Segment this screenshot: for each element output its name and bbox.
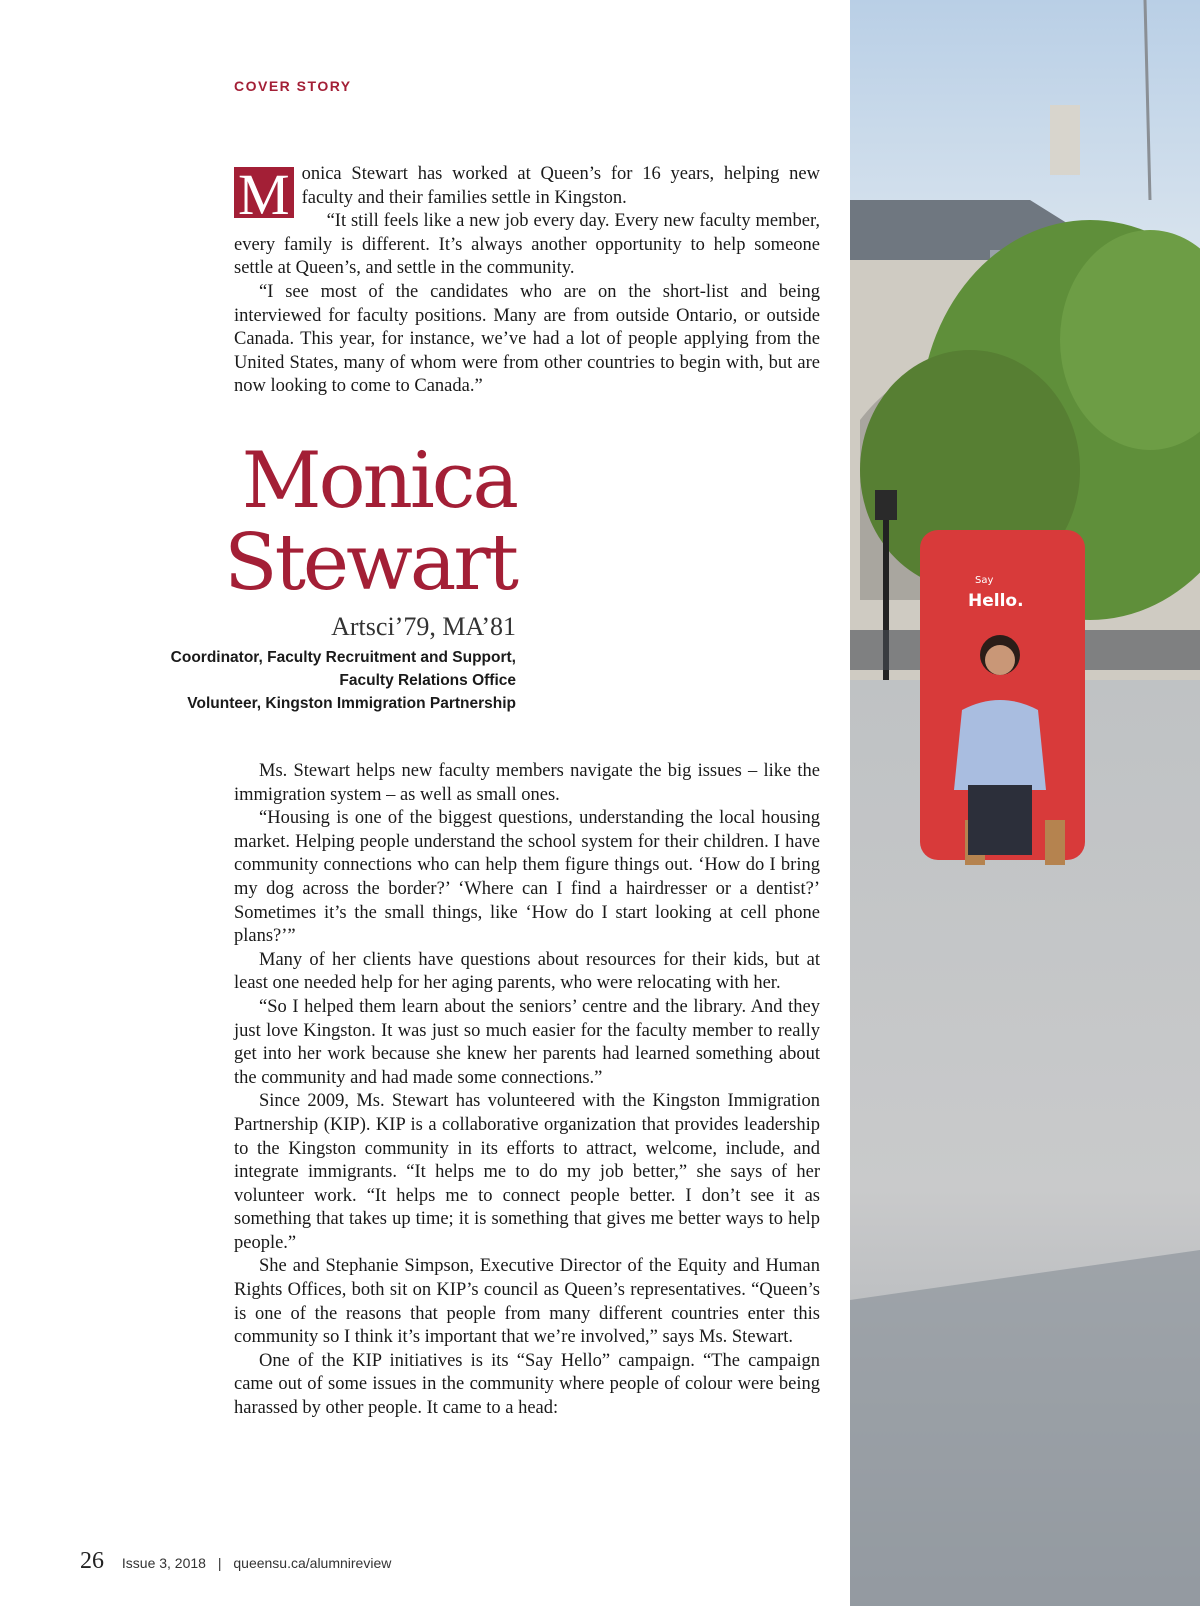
drop-cap: M [234,167,294,218]
body-paragraph: She and Stephanie Simpson, Executive Director of the Equity and Human Rights Offices, both sit on KIP’s council as Queen’s representatives. “Queen’s is one of the reasons that people from many different countries enter this community so I think it’s important that we’re involved,” says Ms. Stewart. [234,1256,820,1348]
sign-hello-text: Hello. [968,591,1024,611]
profile-role: Faculty Relations Office [339,672,516,689]
page-footer [80,1548,391,1575]
intro-paragraph-text: onica Stewart has worked at Queen’s for 16 years, helping new faculty and their families settle in Kingston. [301,164,820,208]
intro-paragraph: “It still feels like a new job every day. Every new faculty member, every family is different. It’s always another opportunity to help someone settle at Queen’s, and settle in the community. [234,211,820,279]
footer-url: queensu.ca/alumnireview [233,1555,392,1571]
body-paragraph: “So I helped them learn about the seniors’ centre and the library. And they just love Kingston. It was just so much easier for the faculty member to really get into her work because she knew her parents had learned something about the community and had made some connections.” [234,996,820,1088]
sign-small-text: Say [975,575,994,586]
page-number: 26 [80,1548,104,1574]
profile-degrees: Artsci’79, MA’81 [331,612,516,641]
body-paragraph: “Housing is one of the biggest questions, understanding the local housing market. Helping people understand the school system for their children. I have community connections who can help them figure things out. ‘How do I bring my dog across the border?’ ‘Where can I find a hairdresser or a dentist?’ Sometimes it’s the small things, like ‘How do I start looking at cell phone plans?’” [234,808,820,947]
profile-last-name: Stewart [224,518,516,608]
lamp-head [875,490,897,520]
intro-paragraph [234,162,820,227]
sign-leg [1045,820,1065,865]
chimney [1050,105,1080,175]
profile-roles [110,646,516,715]
shadow [850,1250,1200,1606]
person-face [985,645,1015,675]
profile-role: Volunteer, Kingston Immigration Partnership [187,695,516,712]
body-paragraph: Since 2009, Ms. Stewart has volunteered with the Kingston Immigration Partnership (KIP). KIP is a collaborative organization that provides leadership to the Kingston community in its efforts to attract, welcome, include, and integrate immigrants. “It helps me to do my job better,” she says of her volunteer work. “It helps me to connect people better. I don’t see it as something that takes up time; it is something that gives me better ways to help people.” [234,1091,820,1253]
profile-role: Coordinator, Faculty Recruitment and Support, [170,649,516,666]
article-body [234,760,820,1421]
profile-first-name: Monica [241,436,516,526]
body-paragraph: Many of her clients have questions about resources for their kids, but at least one needed help for her aging parents, who were relocating with her. [234,949,820,994]
intro-paragraph: “I see most of the candidates who are on the short-list and being interviewed for faculty positions. Many are from outside Ontario, or outside Canada. This year, for instance, we’ve had a lot of people applying from the United States, many of whom were from other countries to begin with, but are now looking to come to Canada.” [234,281,820,397]
footer-separator: | [217,1555,222,1571]
body-paragraph: One of the KIP initiatives is its “Say Hello” campaign. “The campaign came out of some issues in the community where people of colour were being harassed by other people. It came to a head: [234,1350,820,1419]
person-shirt [954,700,1046,790]
person-skirt [968,785,1032,855]
section-label: COVER STORY [234,78,352,94]
say-hello-sign-photo [850,0,1200,1606]
intro-text [234,163,820,399]
issue-label: Issue 3, 2018 [121,1555,206,1571]
body-paragraph: Ms. Stewart helps new faculty members navigate the big issues – like the immigration system – as well as small ones. [234,761,820,805]
profile-block [110,436,516,715]
